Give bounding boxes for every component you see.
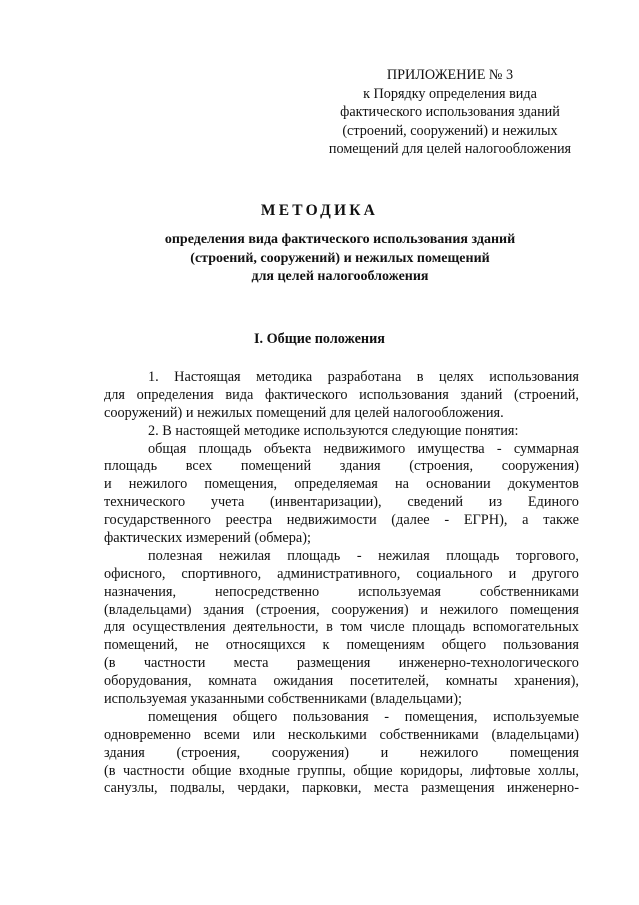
body-line: [104, 441, 579, 459]
body-word: учета: [210, 494, 245, 511]
body-word: собственниками: [479, 583, 579, 600]
body-word: площадь: [412, 619, 466, 636]
body-word: -: [496, 440, 502, 457]
body-word: оборудования,: [104, 673, 192, 690]
body-word: определяемая: [294, 476, 378, 493]
body-word: и: [380, 744, 389, 761]
body-word: используемые: [493, 708, 579, 725]
body-word: нежилого: [128, 476, 188, 493]
body-word: входные: [238, 762, 290, 779]
body-word: и: [104, 476, 112, 493]
body-word: Настоящая: [174, 369, 241, 385]
body-line: [104, 727, 579, 745]
body-word: несколькими: [287, 726, 367, 743]
body-line: [104, 494, 579, 512]
body-word: пользования: [292, 708, 369, 725]
appendix-block: [300, 66, 600, 159]
body-word: и: [420, 601, 428, 618]
body-line: [104, 763, 579, 781]
body-word: одновременно: [104, 726, 191, 743]
body-word: размещения: [296, 655, 371, 672]
body-word: сооружения): [271, 744, 350, 761]
body-word: технического: [104, 494, 186, 511]
body-line: [104, 745, 579, 763]
body-line: используемая указанными собственниками (владельцами);: [104, 691, 462, 708]
appendix-line: помещений для целей налогообложения: [328, 141, 572, 158]
body-word: из: [488, 494, 503, 511]
body-word: методика: [256, 369, 313, 385]
body-line: [104, 780, 579, 798]
body-word: -: [384, 708, 390, 725]
document-title: МЕТОДИКА: [260, 202, 379, 219]
body-word: торгового,: [515, 547, 579, 564]
body-word: (в: [104, 762, 116, 779]
body-word: социального: [416, 565, 493, 582]
body-word: числе: [369, 619, 405, 636]
body-word: 1.: [148, 369, 159, 385]
body-word: зданий: [460, 386, 503, 403]
body-word: реестра: [225, 512, 273, 529]
body-word: сооружения): [501, 458, 579, 475]
body-line: [104, 548, 579, 566]
body-word: имущества: [417, 440, 485, 457]
body-word: собственниками: [379, 726, 479, 743]
body-word: площадь: [446, 547, 500, 564]
body-word: административного,: [277, 565, 401, 582]
body-word: полезная: [148, 547, 203, 564]
body-word: общие: [191, 762, 232, 779]
body-word: суммарная: [513, 440, 579, 457]
body-word: целях: [438, 369, 474, 385]
body-word: площадь: [287, 547, 341, 564]
body-word: разработана: [327, 369, 402, 385]
body-word: частности: [143, 655, 206, 672]
body-word: общая: [148, 440, 187, 457]
body-word: (далее: [391, 512, 430, 529]
body-word: для: [104, 619, 125, 636]
body-word: инженерно-технологического: [398, 655, 579, 672]
body-word: лифтовые: [470, 762, 531, 779]
body-line: [104, 619, 579, 637]
body-word: -: [356, 547, 362, 564]
body-word: документов: [507, 476, 579, 493]
body-word: недвижимого: [323, 440, 406, 457]
body-word: в: [416, 369, 424, 385]
body-word: (инвентаризации),: [270, 494, 382, 511]
body-word: помещений,: [104, 637, 178, 654]
body-word: (строения,: [176, 744, 241, 761]
body-word: всех: [185, 458, 213, 475]
body-word: (строения,: [409, 458, 474, 475]
body-word: использования: [489, 369, 579, 385]
body-word: посетителей,: [349, 673, 430, 690]
body-word: помещений: [240, 458, 312, 475]
body-word: нежилая: [219, 547, 271, 564]
body-word: здания: [104, 744, 145, 761]
body-word: объекта: [263, 440, 312, 457]
body-line: [104, 458, 579, 476]
body-word: санузлы,: [104, 780, 158, 797]
body-word: общего: [441, 637, 487, 654]
body-word: коридоры,: [400, 762, 463, 779]
body-word: осуществления: [132, 619, 226, 636]
body-word: недвижимости: [286, 512, 377, 529]
body-word: всеми: [203, 726, 240, 743]
body-line: [104, 566, 579, 584]
body-line: [104, 584, 579, 602]
body-word: нежилого: [439, 601, 499, 618]
body-word: также: [543, 512, 579, 529]
body-word: том: [340, 619, 363, 636]
body-word: относящихся: [225, 637, 306, 654]
body-word: здания: [339, 458, 381, 475]
body-word: и: [508, 565, 517, 582]
body-word: помещения,: [404, 708, 478, 725]
body-word: группы,: [297, 762, 346, 779]
body-line: [104, 673, 579, 691]
body-word: сведений: [407, 494, 464, 511]
body-word: основании: [426, 476, 491, 493]
body-word: офисного,: [104, 565, 166, 582]
body-word: общие: [353, 762, 393, 779]
body-word: (строений,: [514, 386, 579, 403]
body-line: [104, 655, 579, 673]
body-word: здания: [203, 601, 245, 618]
body-word: определения: [136, 386, 214, 403]
body-word: другого: [532, 565, 579, 582]
body-word: непосредственно: [215, 583, 320, 600]
body-word: помещения,: [204, 476, 278, 493]
body-word: подвалы,: [169, 780, 225, 797]
body-word: помещения: [148, 708, 218, 725]
body-word: размещения: [420, 780, 495, 797]
body-word: фактического: [264, 386, 348, 403]
body-line: фактических измерений (обмера);: [104, 530, 311, 547]
body-word: помещениям: [346, 637, 425, 654]
body-word: сооружения): [331, 601, 409, 618]
body-word: комната: [208, 673, 257, 690]
subtitle-line: для целей налогообложения: [251, 269, 429, 284]
body-word: использования: [359, 386, 449, 403]
body-word: государственного: [104, 512, 211, 529]
body-word: (владельцами): [491, 726, 579, 743]
body-word: площадь: [198, 440, 252, 457]
body-word: деятельности,: [233, 619, 319, 636]
body-line: [104, 709, 579, 727]
body-line: [104, 476, 579, 494]
body-word: парковки,: [301, 780, 362, 797]
body-word: -: [444, 512, 450, 529]
body-word: ЕГРН),: [463, 512, 508, 529]
body-word: пользования: [503, 637, 579, 654]
document-subtitle: [130, 231, 550, 287]
body-word: нежилого: [419, 744, 479, 761]
body-line: [104, 387, 579, 405]
body-line: сооружений) и нежилых помещений для целей налогообложения.: [104, 404, 504, 421]
body-word: на: [395, 476, 410, 493]
body-word: (владельцами): [104, 601, 192, 618]
body-line: [104, 602, 579, 620]
appendix-line: фактического использования зданий: [340, 104, 560, 121]
body-word: или: [252, 726, 276, 743]
body-word: к: [322, 637, 330, 654]
body-word: хранения),: [514, 673, 579, 690]
body-word: помещения: [509, 744, 579, 761]
body-line: [104, 637, 579, 655]
body-word: Единого: [527, 494, 579, 511]
body-word: помещения: [509, 601, 579, 618]
body-word: места: [233, 655, 269, 672]
body-word: чердаки,: [237, 780, 290, 797]
appendix-line: к Порядку определения вида: [363, 85, 537, 102]
section-heading: I. Общие положения: [254, 331, 385, 347]
body-word: нежилая: [378, 547, 430, 564]
body-word: в: [326, 619, 333, 636]
body-word: холлы,: [537, 762, 579, 779]
body-word: места: [373, 780, 409, 797]
body-line: [104, 512, 579, 530]
body-word: используемая: [358, 583, 441, 600]
body-line: 2. В настоящей методике используются следующие понятия:: [148, 422, 519, 439]
body-word: а: [522, 512, 529, 529]
body-word: (строения,: [255, 601, 320, 618]
body-word: комнаты: [445, 673, 498, 690]
body-line: [104, 369, 579, 387]
subtitle-line: (строений, сооружений) и нежилых помещений: [190, 250, 490, 266]
body-text: [104, 369, 579, 798]
appendix-line: ПРИЛОЖЕНИЕ № 3: [386, 67, 514, 83]
body-word: для: [104, 386, 125, 403]
body-word: спортивного,: [181, 565, 262, 582]
body-word: инженерно-: [506, 780, 579, 797]
appendix-line: (строений, сооружений) и нежилых: [342, 122, 558, 139]
body-word: (в: [104, 655, 116, 672]
body-word: вспомогательных: [472, 619, 579, 636]
body-word: частности: [122, 762, 185, 779]
body-word: общего: [232, 708, 278, 725]
subtitle-line: определения вида фактического использования зданий: [164, 232, 516, 247]
body-word: площадь: [104, 458, 158, 475]
body-word: вида: [225, 386, 254, 403]
body-word: не: [194, 637, 209, 654]
body-word: ожидания: [273, 673, 334, 690]
body-word: назначения,: [104, 583, 177, 600]
